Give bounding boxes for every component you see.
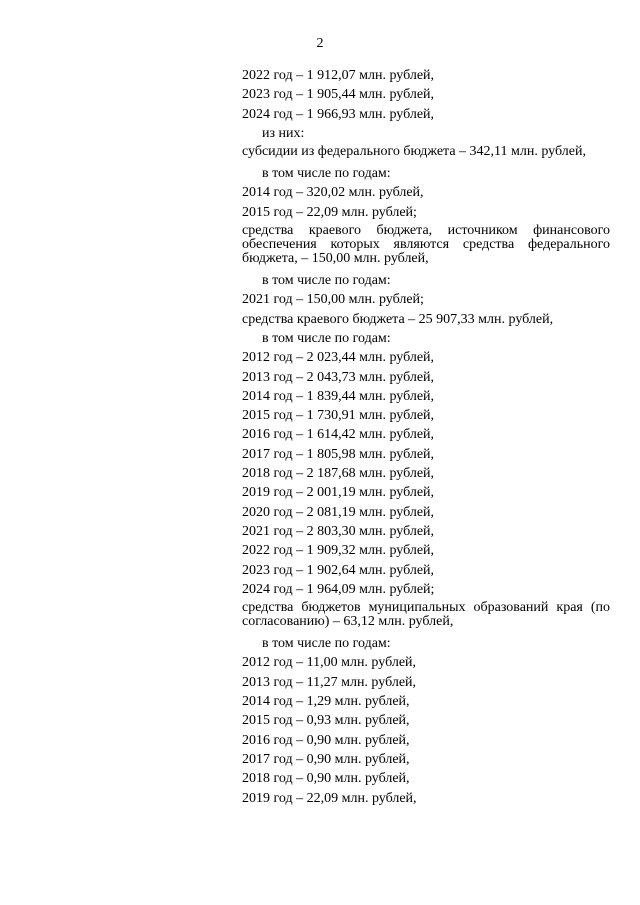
page-number: 2 [316,36,324,51]
funding-line: 2019 год – 22,09 млн. рублей, [242,790,417,806]
funding-paragraph: субсидии из федерального бюджета – 342,11 млн. рублей, [242,144,586,160]
funding-line: 2013 год – 11,27 млн. рублей, [242,674,417,690]
funding-line: 2012 год – 11,00 млн. рублей, [242,655,417,671]
section-label: в том числе по годам: [262,166,391,182]
funding-line: 2022 год – 1 912,07 млн. рублей, [242,68,435,83]
section-label: в том числе по годам: [262,636,391,652]
document-body [242,66,610,808]
funding-line: 2015 год – 22,09 млн. рублей; [242,204,417,220]
funding-line: 2012 год – 2 023,44 млн. рублей, [242,350,435,366]
funding-line: 2018 год – 2 187,68 млн. рублей, [242,466,435,482]
funding-line: 2015 год – 0,93 млн. рублей, [242,713,410,729]
funding-line: 2014 год – 1 839,44 млн. рублей, [242,388,435,404]
funding-line: 2021 год – 2 803,30 млн. рублей, [242,523,435,539]
funding-line: 2024 год – 1 964,09 млн. рублей; [242,581,435,597]
funding-line: 2017 год – 1 805,98 млн. рублей, [242,446,435,462]
funding-line: 2017 год – 0,90 млн. рублей, [242,751,410,767]
funding-line: 2015 год – 1 730,91 млн. рублей, [242,408,435,424]
section-label: в том числе по годам: [262,330,391,346]
funding-line: 2021 год – 150,00 млн. рублей; [242,292,424,308]
funding-line: 2020 год – 2 081,19 млн. рублей, [242,504,435,520]
section-label: в том числе по годам: [262,273,391,289]
funding-line: 2023 год – 1 905,44 млн. рублей, [242,87,435,103]
funding-line: 2014 год – 320,02 млн. рублей, [242,185,424,201]
funding-line: 2024 год – 1 966,93 млн. рублей, [242,106,435,122]
funding-line: 2013 год – 2 043,73 млн. рублей, [242,369,435,385]
funding-line: 2014 год – 1,29 млн. рублей, [242,694,410,710]
funding-line: 2018 год – 0,90 млн. рублей, [242,771,410,787]
funding-line: 2016 год – 0,90 млн. рублей, [242,732,410,748]
funding-line: 2022 год – 1 909,32 млн. рублей, [242,543,435,559]
funding-paragraph: средства бюджетов муниципальных образований края (по согласованию) – 63,12 млн. рублей, [242,600,610,630]
section-label: из них: [262,125,305,141]
funding-paragraph: средства краевого бюджета, источником финансового обеспечения которых являются средства федерального бюджета, – 150,00 млн. рублей, [242,223,610,267]
funding-line: 2023 год – 1 902,64 млн. рублей, [242,562,435,578]
funding-line: средства краевого бюджета – 25 907,33 млн. рублей, [242,311,554,327]
funding-line: 2019 год – 2 001,19 млн. рублей, [242,485,435,501]
funding-line: 2016 год – 1 614,42 млн. рублей, [242,427,435,443]
